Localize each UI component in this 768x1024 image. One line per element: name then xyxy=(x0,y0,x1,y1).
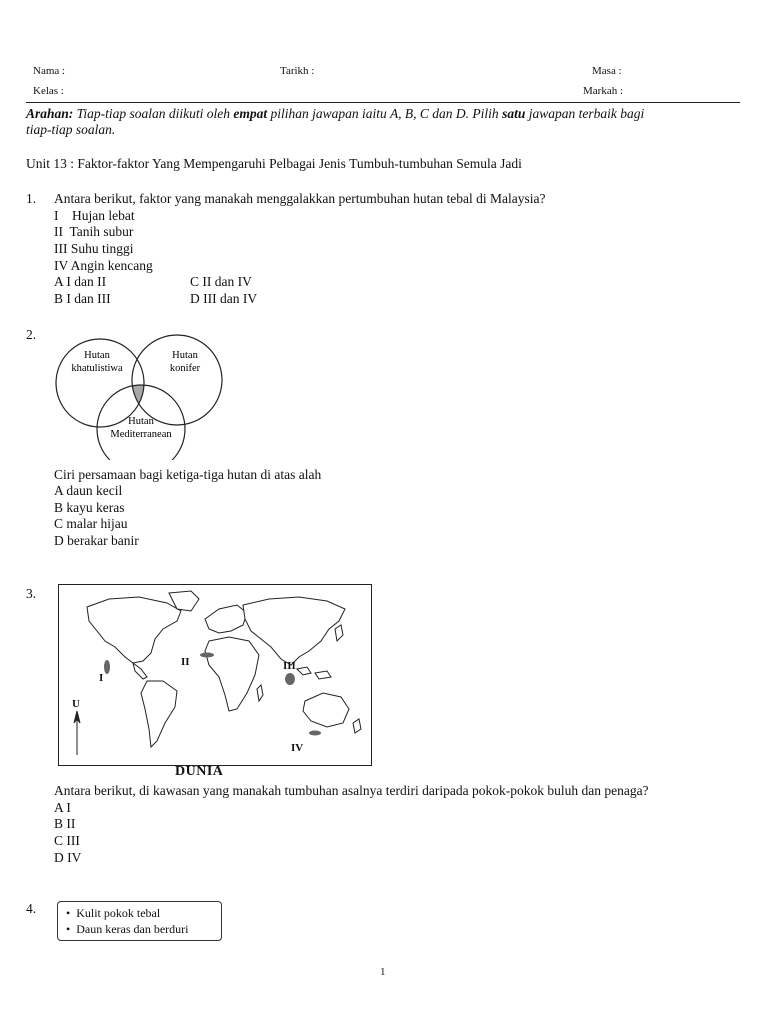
q2-question: Ciri persamaan bagi ketiga-tiga hutan di atas alah xyxy=(54,467,322,482)
q3-question: Antara berikut, di kawasan yang manakah tumbuhan asalnya terdiri daripada pokok-pokok buluh dan penaga? xyxy=(54,783,649,798)
map-label-iii: III xyxy=(283,660,296,672)
north-america-shape xyxy=(87,597,181,663)
unit-title: Unit 13 : Faktor-faktor Yang Mempengaruhi Pelbagai Jenis Tumbuh-tumbuhan Semula Jadi xyxy=(26,156,522,171)
q4-bullet: • Kulit pokok tebal xyxy=(66,906,161,920)
q4-features-box xyxy=(57,901,222,941)
q2-option-c[interactable]: C malar hijau xyxy=(54,516,128,531)
world-map xyxy=(58,584,372,766)
region-iv-shade xyxy=(309,731,321,736)
q2-option-b[interactable]: B kayu keras xyxy=(54,500,125,515)
central-america-shape xyxy=(133,663,147,679)
q1-option-b[interactable]: B I dan III xyxy=(54,291,111,306)
q2-option-d[interactable]: D berakar banir xyxy=(54,533,139,548)
q3-option-b[interactable]: B II xyxy=(54,816,76,831)
map-caption: DUNIA xyxy=(175,764,224,779)
q4-number: 4. xyxy=(26,901,37,916)
venn-label-left: Hutan xyxy=(84,350,110,361)
q1-option-a[interactable]: A I dan II xyxy=(54,274,107,289)
madagascar-shape xyxy=(257,685,263,701)
region-i-shade xyxy=(104,660,110,674)
q1-item: III Suhu tinggi xyxy=(54,241,134,256)
venn-diagram xyxy=(55,330,225,460)
australia-shape xyxy=(303,693,349,727)
q1-option-c[interactable]: C II dan IV xyxy=(190,274,252,289)
q1-question: Antara berikut, faktor yang manakah menggalakkan pertumbuhan hutan tebal di Malaysia? xyxy=(54,191,546,206)
europe-shape xyxy=(205,605,247,633)
venn-label-right: Hutan xyxy=(172,350,198,361)
markah-label: Markah : xyxy=(583,85,624,97)
q2-option-a[interactable]: A daun kecil xyxy=(54,483,123,498)
q2-number: 2. xyxy=(26,327,37,342)
north-arrow-icon xyxy=(74,711,80,755)
q1-option-d[interactable]: D III dan IV xyxy=(190,291,258,306)
venn-circle-right xyxy=(132,335,222,425)
q3-option-c[interactable]: C III xyxy=(54,833,80,848)
region-ii-shade xyxy=(200,653,214,658)
north-label: U xyxy=(72,698,80,710)
q3-option-d[interactable]: D IV xyxy=(54,850,82,865)
q1-item: IV Angin kencang xyxy=(54,258,153,273)
venn-label-right: konifer xyxy=(169,363,201,374)
header-rule xyxy=(26,102,740,103)
japan-shape xyxy=(335,625,343,641)
region-iii-shade xyxy=(285,673,295,685)
world-map-drawing xyxy=(59,585,371,765)
tarikh-label: Tarikh : xyxy=(280,65,315,77)
instructions: Arahan: Tiap-tiap soalan diikuti oleh empat pilihan jawapan iaitu A, B, C dan D. Pilih satu jawapan terbaik bagi xyxy=(26,106,645,121)
new-zealand-shape xyxy=(353,719,361,733)
q1-item: II Tanih subur xyxy=(54,224,134,239)
instructions-label: Arahan: xyxy=(26,106,74,121)
island-shape xyxy=(297,667,311,675)
venn-label-bottom: Hutan xyxy=(128,416,154,427)
map-label-ii: II xyxy=(181,656,190,668)
kelas-label: Kelas : xyxy=(33,85,64,97)
q4-bullet: • Daun keras dan berduri xyxy=(66,922,189,936)
q3-option-a[interactable]: A I xyxy=(54,800,71,815)
q1-number: 1. xyxy=(26,191,37,206)
page-number: 1 xyxy=(380,966,386,978)
venn-label-bottom: Mediterranean xyxy=(110,429,172,440)
nama-label: Nama : xyxy=(33,65,66,77)
masa-label: Masa : xyxy=(592,65,622,77)
map-label-i: I xyxy=(99,672,104,684)
map-label-iv: IV xyxy=(291,742,304,754)
venn-label-left: khatulistiwa xyxy=(71,363,123,374)
africa-shape xyxy=(205,637,259,711)
q3-number: 3. xyxy=(26,586,37,601)
south-america-shape xyxy=(141,681,177,747)
q1-item: I Hujan lebat xyxy=(54,208,135,223)
instructions-line2: tiap-tiap soalan. xyxy=(26,122,116,137)
island-shape xyxy=(315,671,331,679)
